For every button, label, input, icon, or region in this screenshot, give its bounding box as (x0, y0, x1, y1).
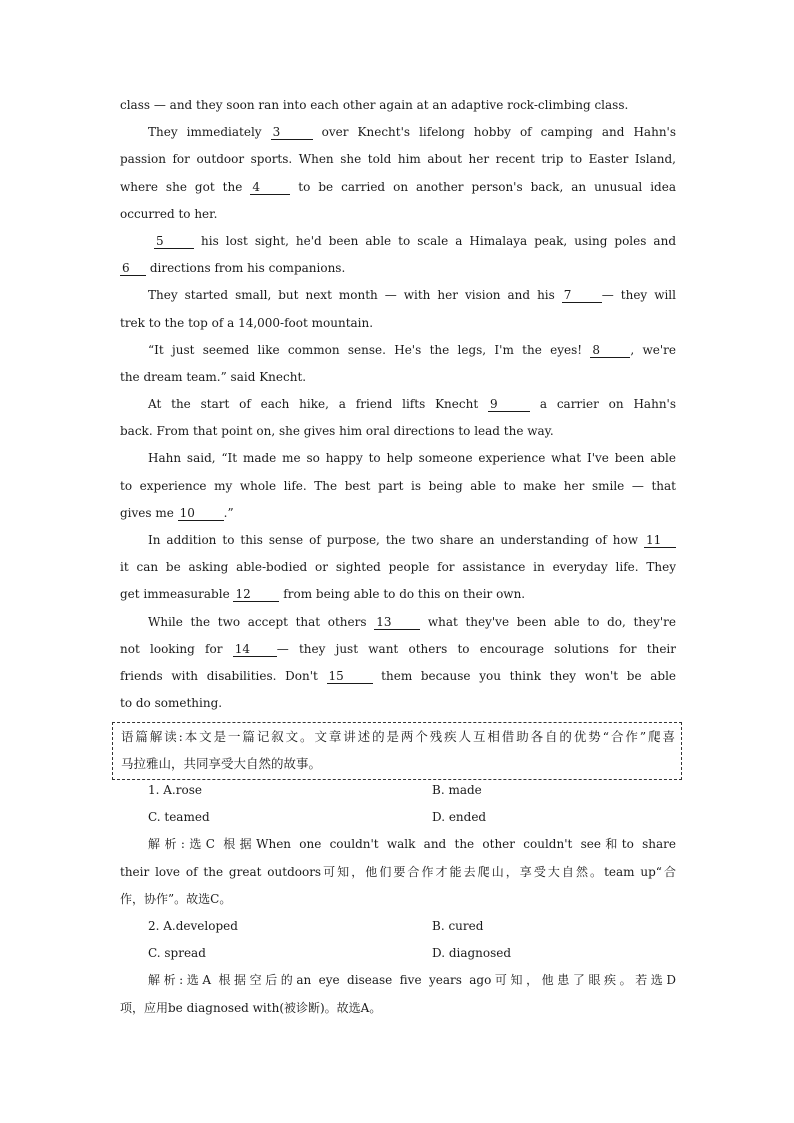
text-run: directions from his companions. (146, 261, 346, 276)
text-run: to do something. (120, 696, 223, 711)
passage-line (120, 473, 676, 500)
note-line: 马拉雅山，共同享受大自然的故事。 (121, 756, 322, 771)
passage-line (120, 609, 676, 636)
passage-line (120, 527, 676, 554)
text-run: occurred to her. (120, 206, 218, 221)
blank-15: 15 (327, 669, 373, 684)
option-label: C. spread (148, 946, 206, 961)
text-run: .” (223, 505, 234, 520)
text-run: get immeasurable (120, 587, 234, 602)
passage-line (120, 255, 676, 282)
option-row (120, 777, 676, 804)
text-run: to experience my whole life. The best part is being able to make her smile — that (120, 478, 676, 493)
passage-line (120, 92, 676, 119)
text-run: In addition to this sense of purpose, the two share an understanding of how (148, 533, 644, 547)
explanation-line: 作，协作”。故选C。 (120, 891, 232, 906)
passage-line (120, 418, 676, 445)
text-run: not looking for (120, 641, 233, 656)
option-label: 1. A.rose (148, 783, 202, 797)
passage-line (120, 636, 676, 663)
passage-text (120, 92, 676, 717)
text-run: back. From that point on, she gives him oral directions to lead the way. (120, 424, 554, 439)
blank-12: 12 (233, 587, 279, 602)
passage-line (120, 119, 676, 146)
passage-line (120, 391, 676, 418)
option-row (120, 940, 676, 967)
blank-4: 4 (250, 180, 290, 195)
passage-line (120, 228, 676, 255)
text-run: from being able to do this on their own. (279, 587, 526, 602)
passage-line (120, 500, 676, 527)
text-run: where she got the (120, 179, 251, 194)
option-label: B. cured (432, 918, 484, 933)
passage-line (120, 364, 676, 391)
option-label: D. diagnosed (432, 946, 512, 961)
text-run: the dream team.” said Knecht. (120, 369, 307, 384)
blank-13: 13 (374, 615, 420, 630)
explanation-line: 解析:选C 根据When one couldn't walk and the other couldn't see和to share (148, 837, 676, 852)
passage-line (120, 663, 676, 690)
blank-7: 7 (562, 288, 602, 303)
text-run: a carrier on Hahn's (529, 397, 676, 412)
passage-line (120, 146, 676, 173)
text-run: friends with disabilities. Don't (120, 668, 327, 683)
text-run: over Knecht's lifelong hobby of camping and Hahn's (312, 125, 676, 140)
passage-line (120, 310, 676, 337)
text-run: his lost sight, he'd been able to scale a Himalaya peak, using poles and (194, 233, 676, 248)
blank-3: 3 (271, 125, 313, 140)
option-row (120, 913, 676, 940)
text-run: — they will (601, 288, 676, 303)
text-run: While the two accept that others (148, 614, 375, 629)
blank-9: 9 (488, 397, 530, 412)
blank-14: 14 (233, 642, 277, 657)
note-line: 语篇解读:本文是一篇记叙文。文章讲述的是两个残疾人互相借助各自的优势“合作”爬喜 (121, 729, 675, 744)
passage-line (120, 581, 676, 608)
explanation-line: 项，应用be diagnosed with(被诊断)。故选A。 (120, 1000, 382, 1015)
text-run: They immediately (148, 125, 271, 140)
option-label: C. teamed (148, 810, 210, 825)
passage-line (120, 690, 676, 717)
text-run: to be carried on another person's back, an unusual idea (290, 179, 676, 194)
passage-line (120, 201, 676, 228)
passage-line (120, 554, 676, 581)
text-run: passion for outdoor sports. When she told him about her recent trip to Easter Island, (120, 152, 676, 167)
text-run: class — and they soon ran into each other again at an adaptive rock-climbing class. (120, 98, 629, 112)
text-run: , we're (630, 342, 677, 357)
passage-line (120, 174, 676, 201)
text-run: them because you think they won't be able (372, 668, 677, 683)
option-row (120, 804, 676, 831)
explanation-line: 解析:选A 根据空后的an eye disease five years ago可知，他患了眼疾。若选D (148, 973, 676, 988)
text-run: gives me (120, 505, 178, 520)
option-label: D. ended (432, 810, 487, 825)
blank-5: 5 (154, 234, 194, 249)
text-run: Hahn said, “It made me so happy to help someone experience what I've been able (148, 451, 676, 466)
blank-6: 6 (120, 261, 146, 276)
explanation-line: their love of the great outdoors可知，他们要合作才能去爬山，享受大自然。team up“合 (120, 864, 676, 879)
text-run: — they just want others to encourage solutions for their (276, 641, 677, 656)
passage-line (120, 282, 676, 309)
text-run: “It just seemed like common sense. He's the legs, I'm the eyes! (148, 342, 591, 357)
text-run: it can be asking able-bodied or sighted people for assistance in everyday life. They (120, 560, 676, 575)
option-label: 2. A.developed (148, 918, 238, 933)
passage-line (120, 337, 676, 364)
answer-section (120, 777, 676, 1022)
passage-line (120, 445, 676, 472)
text-run: trek to the top of a 14,000-foot mountain. (120, 315, 374, 330)
reading-note-box (112, 722, 682, 780)
blank-11: 11 (644, 533, 676, 548)
option-label: B. made (432, 783, 482, 797)
blank-8: 8 (590, 343, 630, 358)
text-run: They started small, but next month — with her vision and his (148, 288, 562, 303)
text-run: what they've been able to do, they're (420, 614, 677, 629)
blank-10: 10 (178, 506, 224, 521)
text-run: At the start of each hike, a friend lifts Knecht (148, 397, 488, 412)
